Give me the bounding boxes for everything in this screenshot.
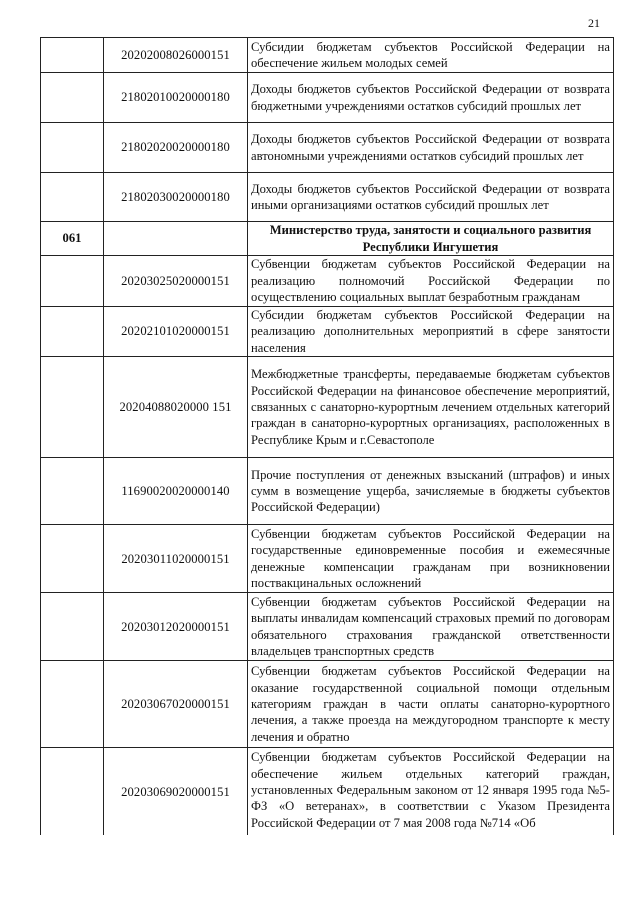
admin-code-cell	[41, 593, 104, 661]
revenue-name-cell: Межбюджетные трансферты, передаваемые бюджетам субъектов Российской Федерации на финансовое обеспечение мероприятий, связанных с санаторно-курортным лечением отдельных категорий граждан в санаторно-курортных организациях, расположенных в Республике Крым и г.Севастополе	[248, 357, 614, 458]
admin-code-cell	[41, 748, 104, 836]
ministry-header-row	[41, 222, 614, 256]
revenue-code-cell: 21802030020000180	[104, 173, 248, 222]
admin-code-cell	[41, 307, 104, 357]
admin-code-cell	[41, 357, 104, 458]
revenue-name-cell: Субвенции бюджетам субъектов Российской Федерации на выплаты инвалидам компенсаций страховых премий по договорам обязательного страхования гражданской ответственности владельцев транспортных средств	[248, 593, 614, 661]
revenue-code-cell: 20202008026000151	[104, 38, 248, 73]
table-row	[41, 173, 614, 222]
table-row	[41, 73, 614, 123]
revenue-name-cell: Субвенции бюджетам субъектов Российской Федерации на оказание государственной социальной помощи отдельным категориям граждан в части оплаты санаторно-курортного лечения, а также проезда на междугородном транспорте к месту лечения и обратно	[248, 661, 614, 748]
revenue-code-cell: 20204088020000 151	[104, 357, 248, 458]
ministry-name-cell: Министерство труда, занятости и социального развития Республики Ингушетия	[248, 222, 614, 256]
revenue-name-cell: Субвенции бюджетам субъектов Российской Федерации на реализацию полномочий Российской Федерации по осуществлению социальных выплат безработным гражданам	[248, 256, 614, 307]
revenue-code-cell: 20203011020000151	[104, 525, 248, 593]
page-number: 21	[588, 16, 600, 30]
admin-code-cell	[41, 123, 104, 173]
table-row	[41, 307, 614, 357]
revenue-code-cell: 21802010020000180	[104, 73, 248, 123]
revenue-code-cell	[104, 222, 248, 256]
budget-classification-table	[40, 37, 614, 835]
table-row	[41, 593, 614, 661]
table-row	[41, 525, 614, 593]
revenue-name-cell: Доходы бюджетов субъектов Российской Федерации от возврата иными организациями остатков субсидий прошлых лет	[248, 173, 614, 222]
revenue-name-cell: Субвенции бюджетам субъектов Российской Федерации на обеспечение жильем отдельных категорий граждан, установленных Федеральным законом от 12 января 1995 года №5-ФЗ «О ветеранах», в соответствии с Указом Президента Российской Федерации от 7 мая 2008 года №714 «Об	[248, 748, 614, 836]
admin-code-cell	[41, 38, 104, 73]
revenue-code-cell: 11690020020000140	[104, 458, 248, 525]
admin-code-cell	[41, 661, 104, 748]
revenue-code-cell: 21802020020000180	[104, 123, 248, 173]
admin-code-cell: 061	[41, 222, 104, 256]
revenue-code-cell: 20203069020000151	[104, 748, 248, 836]
revenue-name-cell: Субвенции бюджетам субъектов Российской Федерации на государственные единовременные пособия и ежемесячные денежные компенсации гражданам при возникновении поствакцинальных осложнений	[248, 525, 614, 593]
revenue-code-cell: 20202101020000151	[104, 307, 248, 357]
admin-code-cell	[41, 458, 104, 525]
revenue-code-cell: 20203012020000151	[104, 593, 248, 661]
revenue-name-cell: Субсидии бюджетам субъектов Российской Федерации на реализацию дополнительных мероприятий в сфере занятости населения	[248, 307, 614, 357]
revenue-code-cell: 20203025020000151	[104, 256, 248, 307]
table-row	[41, 748, 614, 836]
table-row	[41, 123, 614, 173]
table-row	[41, 458, 614, 525]
admin-code-cell	[41, 256, 104, 307]
revenue-name-cell: Доходы бюджетов субъектов Российской Федерации от возврата автономными учреждениями остатков субсидий прошлых лет	[248, 123, 614, 173]
revenue-name-cell: Доходы бюджетов субъектов Российской Федерации от возврата бюджетными учреждениями остатков субсидий прошлых лет	[248, 73, 614, 123]
revenue-name-cell: Субсидии бюджетам субъектов Российской Федерации на обеспечение жильем молодых семей	[248, 38, 614, 73]
revenue-code-cell: 20203067020000151	[104, 661, 248, 748]
revenue-name-cell: Прочие поступления от денежных взысканий (штрафов) и иных сумм в возмещение ущерба, зачисляемые в бюджеты субъектов Российской Федерации)	[248, 458, 614, 525]
admin-code-cell	[41, 525, 104, 593]
admin-code-cell	[41, 173, 104, 222]
table-row	[41, 357, 614, 458]
table-row	[41, 256, 614, 307]
admin-code-cell	[41, 73, 104, 123]
table-row	[41, 38, 614, 73]
table-row	[41, 661, 614, 748]
